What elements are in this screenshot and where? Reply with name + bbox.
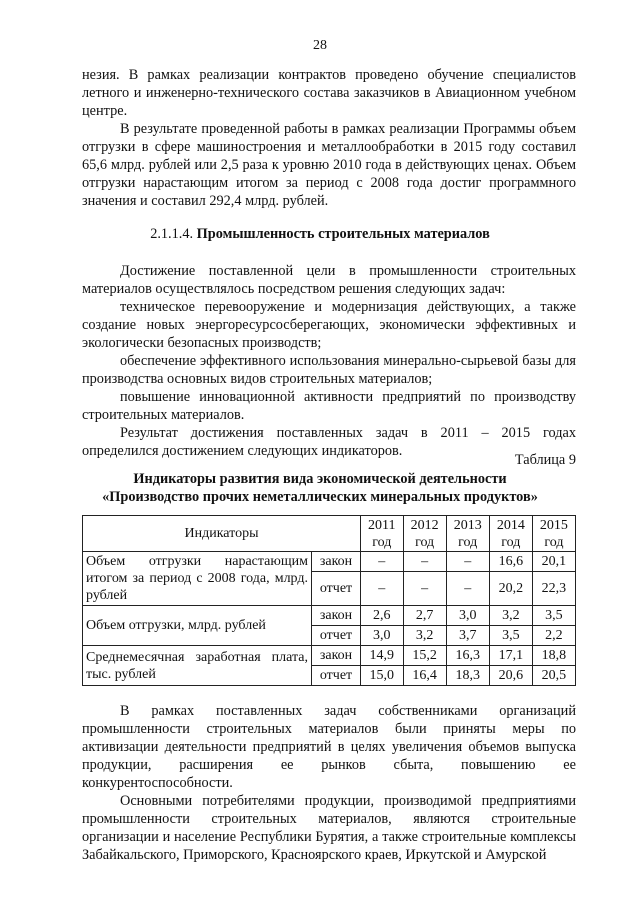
type-report: отчет bbox=[312, 572, 361, 606]
table-title-line: «Производство прочих неметаллических минеральных продуктов» bbox=[102, 489, 538, 505]
type-law: закон bbox=[312, 552, 361, 572]
indicators-table bbox=[82, 515, 576, 686]
type-law: закон bbox=[312, 606, 361, 626]
value-cell: 18,3 bbox=[446, 666, 489, 686]
value-cell: – bbox=[361, 552, 404, 572]
value-cell: 2,7 bbox=[403, 606, 446, 626]
header-year: 2012 год bbox=[403, 516, 446, 552]
value-cell: 3,0 bbox=[446, 606, 489, 626]
value-cell: 3,5 bbox=[532, 606, 575, 626]
header-year: 2013 год bbox=[446, 516, 489, 552]
section-number: 2.1.1.4. bbox=[150, 226, 197, 242]
table-header-row bbox=[83, 516, 576, 552]
type-report: отчет bbox=[312, 626, 361, 646]
indicator-name: Объем отгрузки, млрд. рублей bbox=[83, 606, 312, 646]
paragraph: Достижение поставленной цели в промышленности строительных материалов осуществлялось посредством решения следующих задач: bbox=[82, 263, 576, 297]
value-cell: 20,2 bbox=[489, 572, 532, 606]
paragraph: обеспечение эффективного использования минерально-сырьевой базы для производства основных видов строительных материалов; bbox=[82, 353, 576, 387]
page-number: 28 bbox=[313, 38, 327, 53]
paragraph: В рамках поставленных задач собственниками организаций промышленности строительных материалов были приняты меры по активизации деятельности предприятий в целях увеличения объемов выпуска продукции, расширения ее рынков сбыта, повышению ее конкурентоспособности. bbox=[82, 703, 576, 791]
value-cell: 3,5 bbox=[489, 626, 532, 646]
table-row bbox=[83, 606, 576, 626]
value-cell: 14,9 bbox=[361, 646, 404, 666]
table-label: Таблица 9 bbox=[514, 452, 576, 468]
value-cell: 16,4 bbox=[403, 666, 446, 686]
type-law: закон bbox=[312, 646, 361, 666]
section-heading bbox=[0, 226, 640, 243]
paragraph: незия. В рамках реализации контрактов проведено обучение специалистов летного и инженерно-технического состава заказчиков в Авиационном учебном центре. bbox=[82, 67, 576, 119]
paragraph: В результате проведенной работы в рамках реализации Программы объем отгрузки в сфере машиностроения и металлообработки в 2015 году составил 65,6 млрд. рублей или 2,5 раза к уровню 2010 года в действующих ценах. Объем отгрузки нарастающим итогом за период с 2008 года достиг программного значения и составил 292,4 млрд. рублей. bbox=[82, 121, 576, 209]
header-year: 2015 год bbox=[532, 516, 575, 552]
header-year: 2011 год bbox=[361, 516, 404, 552]
paragraph: Результат достижения поставленных задач в 2011 – 2015 годах определился достижением следующих индикаторов. bbox=[82, 425, 576, 459]
paragraph: техническое перевооружение и модернизация действующих, а также создание новых энергоресурсосберегающих, экономически эффективных и экологически безопасных производств; bbox=[82, 299, 576, 351]
value-cell: 20,6 bbox=[489, 666, 532, 686]
value-cell: 15,2 bbox=[403, 646, 446, 666]
value-cell: 3,2 bbox=[489, 606, 532, 626]
text-block-middle bbox=[82, 262, 576, 460]
header-indicators: Индикаторы bbox=[83, 516, 361, 552]
table-title-line: Индикаторы развития вида экономической деятельности bbox=[133, 471, 507, 487]
value-cell: 18,8 bbox=[532, 646, 575, 666]
value-cell: 3,0 bbox=[361, 626, 404, 646]
value-cell: 15,0 bbox=[361, 666, 404, 686]
value-cell: 2,2 bbox=[532, 626, 575, 646]
value-cell: – bbox=[361, 572, 404, 606]
value-cell: 3,7 bbox=[446, 626, 489, 646]
text-block-bottom bbox=[82, 702, 576, 864]
table-row bbox=[83, 552, 576, 572]
paragraph: повышение инновационной активности предприятий по производству строительных материалов. bbox=[82, 389, 576, 423]
value-cell: – bbox=[446, 552, 489, 572]
value-cell: 22,3 bbox=[532, 572, 575, 606]
header-year: 2014 год bbox=[489, 516, 532, 552]
value-cell: 3,2 bbox=[403, 626, 446, 646]
value-cell: – bbox=[403, 552, 446, 572]
section-title: Промышленность строительных материалов bbox=[196, 226, 490, 242]
table-row bbox=[83, 646, 576, 666]
value-cell: 16,3 bbox=[446, 646, 489, 666]
value-cell: 2,6 bbox=[361, 606, 404, 626]
table-title bbox=[0, 470, 640, 506]
paragraph: Основными потребителями продукции, производимой предприятиями промышленности строительных материалов, являются строительные организации и население Республики Бурятия, а также строительные комплексы Забайкальского, Приморского, Красноярского краев, Иркутской и Амурской bbox=[82, 793, 576, 863]
indicator-name: Среднемесячная заработная плата, тыс. рублей bbox=[83, 646, 312, 686]
indicator-name: Объем отгрузки нарастающим итогом за период с 2008 года, млрд. рублей bbox=[83, 552, 312, 606]
value-cell: 20,5 bbox=[532, 666, 575, 686]
value-cell: 20,1 bbox=[532, 552, 575, 572]
text-block-top bbox=[82, 66, 576, 210]
value-cell: – bbox=[446, 572, 489, 606]
value-cell: 17,1 bbox=[489, 646, 532, 666]
type-report: отчет bbox=[312, 666, 361, 686]
value-cell: – bbox=[403, 572, 446, 606]
value-cell: 16,6 bbox=[489, 552, 532, 572]
